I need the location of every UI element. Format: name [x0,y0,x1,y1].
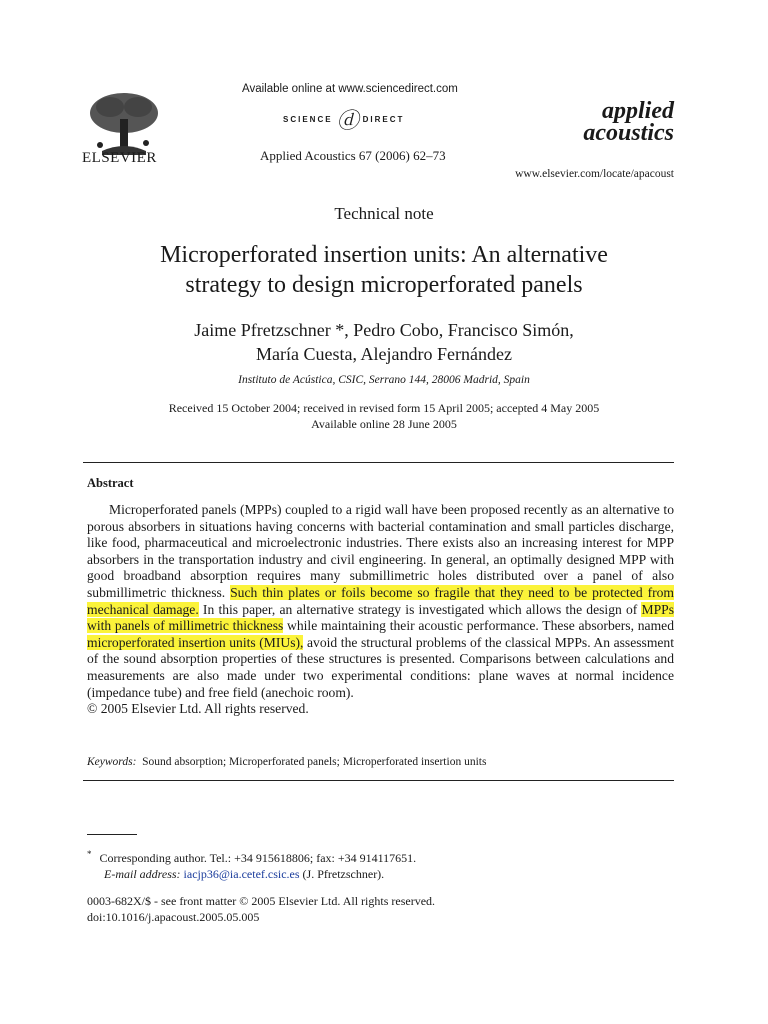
keywords-list: Sound absorption; Microperforated panels; Microperforated insertion units [142,756,487,768]
sciencedirect-left: SCIENCE [283,115,333,124]
issn-line: 0003-682X/$ - see front matter © 2005 Elsevier Ltd. All rights reserved. [87,894,436,908]
keywords [87,756,486,768]
bottom-divider [83,780,674,781]
journal-url[interactable]: www.elsevier.com/locate/apacoust [515,168,674,180]
abstract-copyright: © 2005 Elsevier Ltd. All rights reserved. [87,701,309,717]
article-type: Technical note [334,204,434,223]
sciencedirect-mark-icon: ⓓ [336,108,359,133]
abstract-text-4: avoid the structural problems of the classical MPPs. An assessment of the sound absorption properties of these structures is presented. Comparisons between calculations and measurements are also made under two experimental conditions: plane waves at normal incidence (impedance tube) and free field (anechoic room). [87,634,674,700]
abstract-text-1: Microperforated panels (MPPs) coupled to a rigid wall have been proposed recently as an alternative to porous absorbers in situations having concerns with bacterial contamination and small particles discharge, like food, pharmaceutical and microelectronic industries. There exists also an increasing interest for MPP absorbers in the transportation industry and civil engineering. In general, an optimally designed MPP with good broadband absorption requires many submillimetric holes distributed over a panel of also submillimetric thickness. [87,502,674,600]
title-line2: strategy to design microperforated panels [185,272,583,298]
corresponding-author: Corresponding author. Tel.: +34 915618806; fax: +34 914117651. [99,851,417,865]
available-date: Available online 28 June 2005 [311,417,457,431]
doi-line[interactable]: doi:10.1016/j.apacoust.2005.05.005 [87,910,260,924]
journal-citation: Applied Acoustics 67 (2006) 62–73 [260,148,446,163]
top-divider [83,462,674,463]
highlight-3: microperforated insertion units (MIUs), [87,634,304,650]
email-link[interactable]: iacjp36@ia.cetef.csic.es [183,867,300,881]
article-dates [0,400,768,432]
received-dates: Received 15 October 2004; received in revised form 15 April 2005; accepted 4 May 2005 [168,401,600,415]
abstract-paragraph [87,502,674,718]
email-label: E-mail address: [104,867,181,881]
abstract-text-3: while maintaining their acoustic performance. These absorbers, named [283,618,674,634]
footnote-marker: * [87,849,92,859]
journal-brand [552,100,674,144]
authors-line2: María Cuesta, Alejandro Fernández [256,344,512,364]
footnote [87,846,416,882]
journal-brand-line1: applied [602,98,674,124]
keywords-label: Keywords: [87,756,137,768]
abstract-body [87,502,674,718]
abstract-heading: Abstract [87,476,134,490]
email-suffix: (J. Pfretzschner). [302,867,385,881]
authors-line1: Jaime Pfretzschner *, Pedro Cobo, Francisco Simón, [194,320,574,340]
title-line1: Microperforated insertion units: An alternative [160,242,608,268]
highlight-2: MPPs with panels of millimetric thickness [87,601,674,634]
sciencedirect-logo [283,104,404,135]
publisher-name: ELSEVIER [82,150,157,166]
journal-brand-line2: acoustics [583,120,674,146]
footnote-rule [87,834,137,835]
abstract-text-2: In this paper, an alternative strategy is investigated which allows the design of [198,601,642,617]
sciencedirect-right: DIRECT [362,115,405,124]
author-list [0,318,768,366]
highlight-1: Such thin plates or foils become so fragile that they need to be protected from mechanical damage. [87,584,674,617]
front-matter-footer [87,893,435,925]
available-online-text: Available online at www.sciencedirect.com [242,83,458,95]
affiliation: Instituto de Acústica, CSIC, Serrano 144, 28006 Madrid, Spain [238,374,530,386]
article-title [0,240,768,300]
